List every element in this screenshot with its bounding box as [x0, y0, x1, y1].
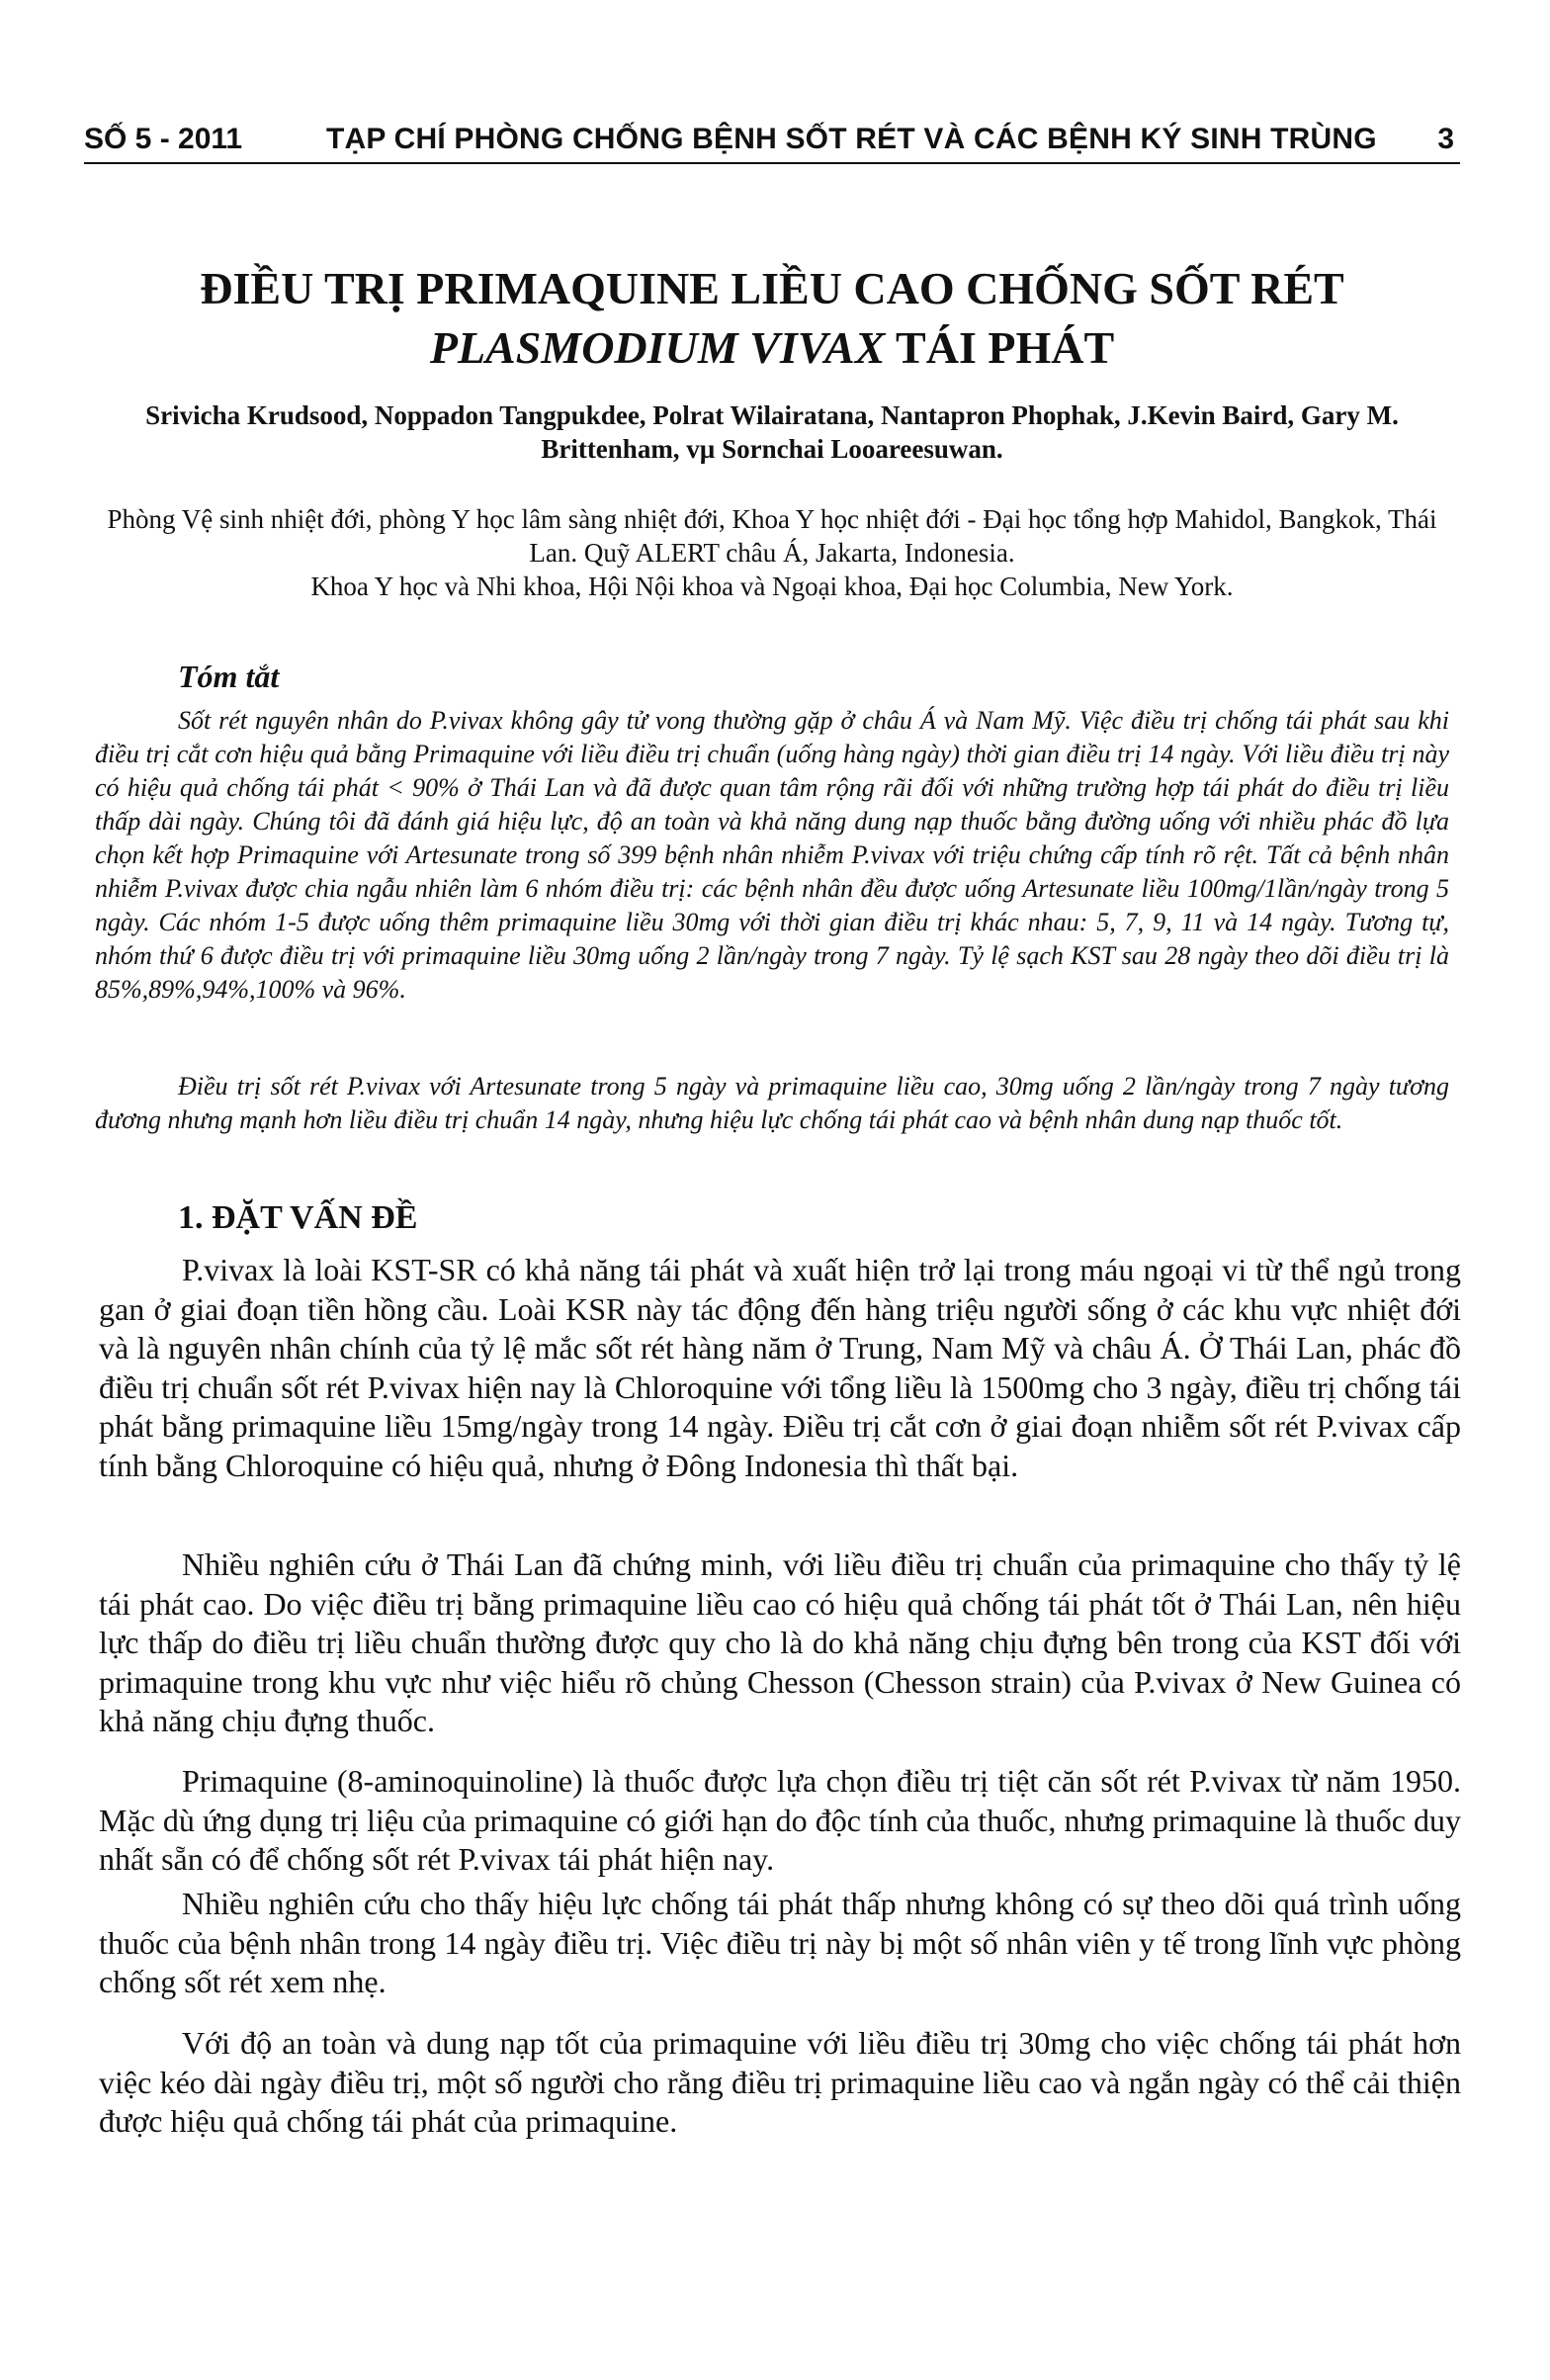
body-paragraph: Primaquine (8-aminoquinoline) là thuốc được lựa chọn điều trị tiệt căn sốt rét P.vivax từ năm 1950. Mặc dù ứng dụng trị liệu của primaquine có giới hạn do độc tính của thuốc, nhưng primaquine là thuốc duy nhất sẵn có để chống sốt rét P.vivax tái phát hiện nay.	[99, 1763, 1461, 1877]
page-number: 3	[1437, 123, 1454, 155]
section-heading: 1. ĐẶT VẤN ĐỀ	[178, 1199, 418, 1236]
abstract-paragraph: Điều trị sốt rét P.vivax với Artesunate trong 5 ngày và primaquine liều cao, 30mg uống 2 lần/ngày trong 7 ngày tương đương nhưng mạnh hơn liều điều trị chuẩn 14 ngày, nhưng hiệu lực chống tái phát cao và bệnh nhân dung nạp thuốc tốt.	[95, 1072, 1449, 1134]
running-header	[84, 117, 1460, 164]
article-title-line-1: ĐIỀU TRỊ PRIMAQUINE LIỀU CAO CHỐNG SỐT RÉT	[200, 263, 1344, 313]
species-name: PLASMODIUM VIVAX	[429, 322, 886, 373]
body-paragraph: Với độ an toàn và dung nạp tốt của primaquine với liều điều trị 30mg cho việc chống tái phát hơn việc kéo dài ngày điều trị, một số người cho rằng điều trị primaquine liều cao và ngắn ngày có thể cải thiện được hiệu quả chống tái phát của primaquine.	[99, 2025, 1461, 2139]
body-paragraph: Nhiều nghiên cứu cho thấy hiệu lực chống tái phát thấp nhưng không có sự theo dõi quá trình uống thuốc của bệnh nhân trong 14 ngày điều trị. Việc điều trị này bị một số nhân viên y tế trong lĩnh vực phòng chống sốt rét xem nhẹ.	[99, 1886, 1461, 1999]
body-paragraph: Nhiều nghiên cứu ở Thái Lan đã chứng minh, với liều điều trị chuẩn của primaquine cho thấy tỷ lệ tái phát cao. Do việc điều trị bằng primaquine liều cao có hiệu quả chống tái phát tốt ở Thái Lan, nên hiệu lực thấp do điều trị liều chuẩn thường được quy cho là do khả năng chịu đựng bên trong của KST đối với primaquine trong khu vực như việc hiểu rõ chủng Chesson (Chesson strain) của P.vivax ở New Guinea có khả năng chịu đựng thuốc.	[99, 1546, 1461, 1738]
body-paragraph: P.vivax là loài KST-SR có khả năng tái phát và xuất hiện trở lại trong máu ngoại vi từ thể ngủ trong gan ở giai đoạn tiền hồng cầu. Loài KSR này tác động đến hàng triệu người sống ở các khu vực nhiệt đới và là nguyên nhân chính của tỷ lệ mắc sốt rét hàng năm ở Trung, Nam Mỹ và châu Á. Ở Thái Lan, phác đồ điều trị chuẩn sốt rét P.vivax hiện nay là Chloroquine với tổng liều là 1500mg cho 3 ngày, điều trị chống tái phát bằng primaquine liều 15mg/ngày trong 14 ngày. Điều trị cắt cơn ở giai đoạn nhiễm sốt rét P.vivax cấp tính bằng Chloroquine có hiệu quả, nhưng ở Đông Indonesia thì thất bại.	[99, 1252, 1461, 1483]
affiliation-1: Phòng Vệ sinh nhiệt đới, phòng Y học lâm sàng nhiệt đới, Khoa Y học nhiệt đới - Đại học tổng hợp Mahidol, Bangkok, Thái Lan. Quỹ ALERT châu Á, Jakarta, Indonesia.	[107, 504, 1437, 568]
issue-number: SỐ 5 - 2011	[84, 123, 243, 155]
title-suffix: TÁI PHÁT	[885, 322, 1115, 373]
abstract-heading: Tóm tắt	[178, 659, 280, 694]
article-title-line-2	[84, 318, 1460, 378]
author-list: Srivicha Krudsood, Noppadon Tangpukdee, Polrat Wilairatana, Nantapron Phophak, J.Kevin Baird, Gary M. Brittenham, vµ Sornchai Looareesuwan.	[145, 400, 1399, 464]
affiliation-2: Khoa Y học và Nhi khoa, Hội Nội khoa và Ngoại khoa, Đại học Columbia, New York.	[310, 572, 1234, 601]
journal-title: TẠP CHÍ PHÒNG CHỐNG BỆNH SỐT RÉT VÀ CÁC BỆNH KÝ SINH TRÙNG	[326, 123, 1377, 155]
abstract-paragraph: Sốt rét nguyên nhân do P.vivax không gây tử vong thường gặp ở châu Á và Nam Mỹ. Việc điều trị chống tái phát sau khi điều trị cắt cơn hiệu quả bằng Primaquine với liều điều trị chuẩn (uống hàng ngày) thời gian điều trị 14 ngày. Với liều điều trị này có hiệu quả chống tái phát < 90% ở Thái Lan và đã được quan tâm rộng rãi đối với những trường hợp tái phát do điều trị liều thấp dài ngày. Chúng tôi đã đánh giá hiệu lực, độ an toàn và khả năng dung nạp thuốc bằng đường uống với nhiều phác đồ lựa chọn kết hợp Primaquine với Artesunate trong số 399 bệnh nhân nhiễm P.vivax với triệu chứng cấp tính rõ rệt. Tất cả bệnh nhân nhiễm P.vivax được chia ngẫu nhiên làm 6 nhóm điều trị: các bệnh nhân đều được uống Artesunate liều 100mg/1lần/ngày trong 5 ngày. Các nhóm 1-5 được uống thêm primaquine liều 30mg với thời gian điều trị khác nhau: 5, 7, 9, 11 và 14 ngày. Tương tự, nhóm thứ 6 được điều trị với primaquine liều 30mg uống 2 lần/ngày trong 7 ngày. Tỷ lệ sạch KST sau 28 ngày theo dõi điều trị là 85%,89%,94%,100% và 96%.	[95, 706, 1449, 1004]
